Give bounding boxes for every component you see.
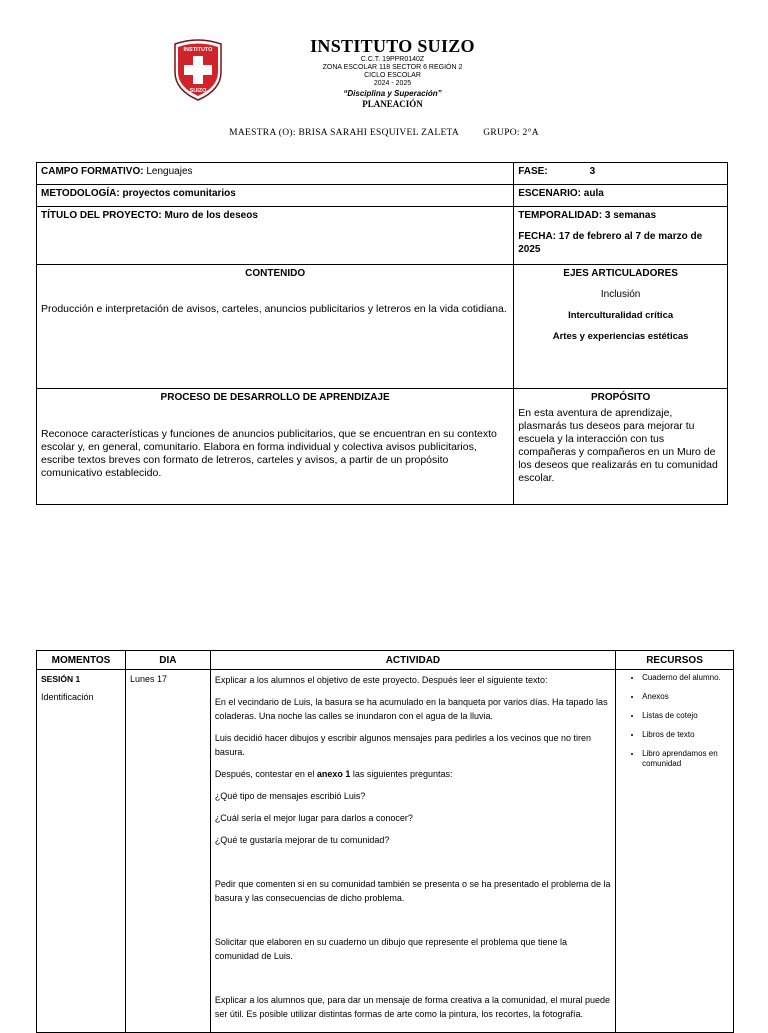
header-block xyxy=(260,36,525,110)
proposito-heading: PROPÓSITO xyxy=(590,392,651,403)
teacher-group-line xyxy=(0,128,768,138)
activity-paragraph: Explicar a los alumnos el objetivo de este proyecto. Después leer el siguiente texto: xyxy=(214,675,548,685)
moment-label: Identificación xyxy=(41,692,94,702)
activity-paragraph: Explicar a los alumnos que, para dar un mensaje de forma creativa a la comunidad, el mural puede ser útil. Es posible utilizar distintas formas de arte como la pintura, los recortes, la fotografía. xyxy=(214,995,611,1019)
temporalidad-text: TEMPORALIDAD: 3 semanas xyxy=(518,210,657,221)
group-label: GRUPO: 2°A xyxy=(483,128,539,138)
eje-item: Inclusión xyxy=(600,289,641,300)
metodologia-cell: METODOLOGÍA: proyectos comunitarios xyxy=(37,185,514,207)
activity-paragraph: En el vecindario de Luis, la basura se ha acumulado en la banqueta por varios días. Ha tapado las coladeras. Una noche las calles se inundaron con el agua de la lluvia. xyxy=(214,697,608,721)
resource-item: • Libros de texto xyxy=(642,730,729,740)
activity-paragraph: Después, contestar en el anexo 1 las siguientes preguntas: xyxy=(214,769,453,779)
column-header: RECURSOS xyxy=(616,651,734,670)
question: ¿Cuál sería el mejor lugar para darlos a conocer? xyxy=(214,813,413,823)
proposito-cell xyxy=(514,389,728,505)
proposito-text: En esta aventura de aprendizaje, plasmarás tus deseos para mejorar tu escuela y la interacción con tus compañeras y compañeros en un Muro de los deseos que realizarás en tu comunidad escolar. xyxy=(518,407,718,484)
proceso-heading: PROCESO DE DESARROLLO DE APRENDIZAJE xyxy=(160,392,390,403)
ejes-cell xyxy=(514,265,728,389)
school-zone: ZONA ESCOLAR 118 SECTOR 6 REGIÓN 2 xyxy=(322,64,463,71)
temporalidad-cell xyxy=(514,207,728,265)
plan-info-table xyxy=(36,162,728,505)
titulo-proyecto-cell: TÍTULO DEL PROYECTO: Muro de los deseos xyxy=(37,207,514,265)
momentos-cell xyxy=(37,670,126,1033)
cct-code: C.C.T. 19PPR0140Z xyxy=(360,56,425,63)
resource-item: • Cuaderno del alumno. xyxy=(642,673,729,683)
institution-name: INSTITUTO SUIZO xyxy=(310,36,475,56)
session-label: SESIÓN 1 xyxy=(41,674,81,684)
resources-list xyxy=(620,673,729,769)
dia-cell: Lunes 17 xyxy=(125,670,210,1033)
question: ¿Qué tipo de mensajes escribió Luis? xyxy=(214,791,366,801)
ejes-heading: EJES ARTICULADORES xyxy=(563,268,678,279)
contenido-heading: CONTENIDO xyxy=(245,268,306,279)
teacher-name: MAESTRA (O): BRISA SARAHI ESQUIVEL ZALETA xyxy=(229,128,459,138)
question: ¿Qué te gustaría mejorar de tu comunidad? xyxy=(214,835,390,845)
cycle-label: CICLO ESCOLAR xyxy=(364,72,421,79)
resource-item: • Libro aprendamos en comunidad xyxy=(642,749,729,769)
recursos-cell xyxy=(616,670,734,1033)
escenario-cell: ESCENARIO: aula xyxy=(514,185,728,207)
fase-cell: FASE: 3 xyxy=(514,163,728,185)
activity-paragraph: Pedir que comenten si en su comunidad también se presenta o se ha presentado el problema de la basura y las consecuencias de dicho problema. xyxy=(214,879,611,903)
activity-paragraph: Luis decidió hacer dibujos y escribir algunos mensajes para pedirles a los vecinos que no tiren basura. xyxy=(214,733,592,757)
eje-item: Interculturalidad crítica xyxy=(568,310,674,321)
contenido-text: Producción e interpretación de avisos, carteles, anuncios publicitarios y letreros en la vida cotidiana. xyxy=(41,303,507,315)
column-header: MOMENTOS xyxy=(37,651,126,670)
actividad-cell xyxy=(210,670,615,1033)
svg-text:SUIZO: SUIZO xyxy=(189,88,207,94)
school-shield-logo xyxy=(172,38,224,102)
activities-table xyxy=(36,650,734,1033)
motto: “Disciplina y Superación” xyxy=(343,89,442,98)
activity-paragraph: Solicitar que elaboren en su cuaderno un dibujo que represente el problema que tiene la comunidad de Luis. xyxy=(214,937,568,961)
proceso-cell xyxy=(37,389,514,505)
fecha-text: FECHA: 17 de febrero al 7 de marzo de 2025 xyxy=(518,231,703,255)
proceso-text: Reconoce características y funciones de anuncios publicitarios, que se encuentran en su contexto escolar y, en general, comunitario. Elabora en forma individual y colectiva avisos publicitarios, escribe textos breves con formato de letreros, carteles y avisos, a partir de un propósito comunicativo establecido. xyxy=(41,428,497,479)
contenido-cell xyxy=(37,265,514,389)
resource-item: • Listas de cotejo xyxy=(642,711,729,721)
campo-formativo-cell: CAMPO FORMATIVO: Lenguajes xyxy=(37,163,514,185)
svg-text:INSTITUTO: INSTITUTO xyxy=(183,47,213,53)
column-header: ACTIVIDAD xyxy=(210,651,615,670)
column-header: DIA xyxy=(125,651,210,670)
eje-item: Artes y experiencias estéticas xyxy=(552,331,689,342)
cycle-years: 2024 - 2025 xyxy=(373,80,412,87)
resource-item: • Anexos xyxy=(642,692,729,702)
document-type: PLANEACIÓN xyxy=(362,99,423,109)
